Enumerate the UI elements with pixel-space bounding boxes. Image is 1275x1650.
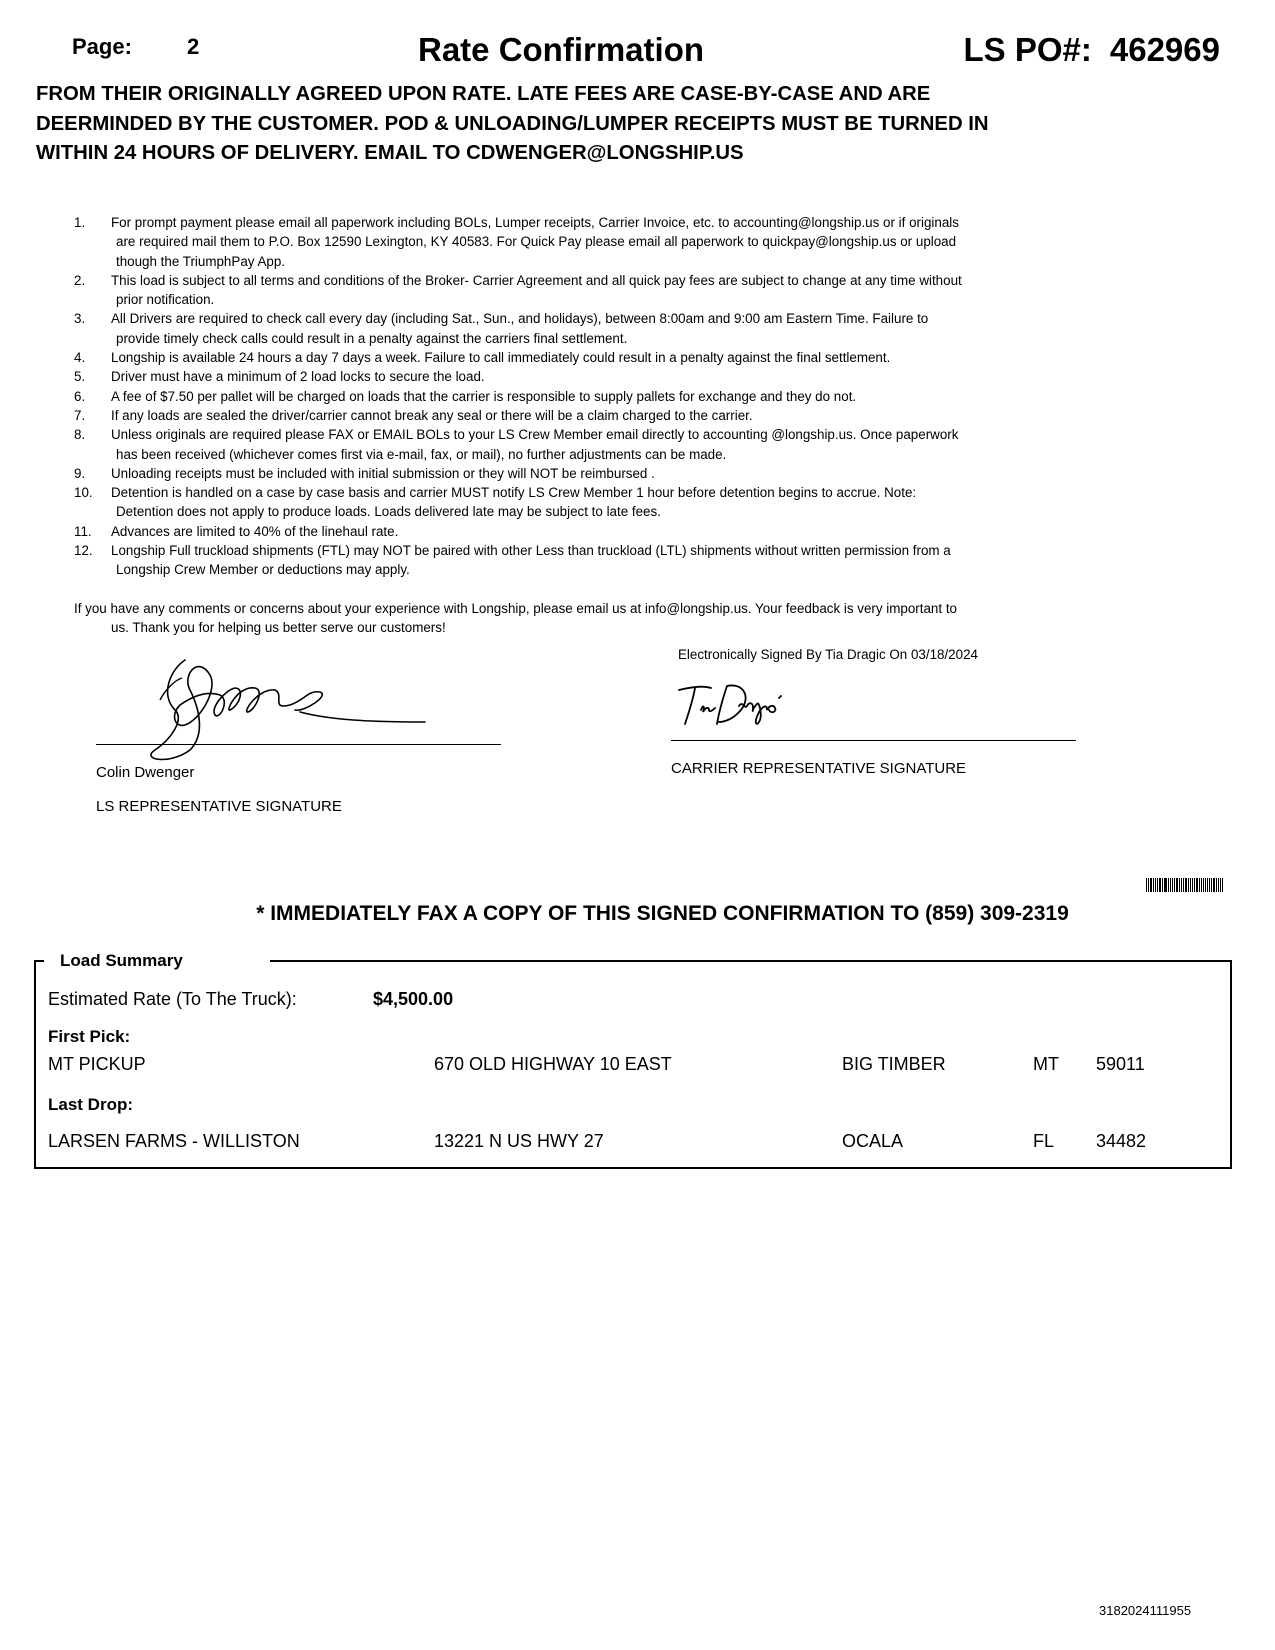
box-border-top — [34, 960, 44, 962]
last-drop-zip: 34482 — [1096, 1131, 1147, 1151]
term-item — [70, 348, 1080, 367]
term-number: 10. — [74, 485, 93, 501]
term-text-line: A fee of $7.50 per pallet will be charged on loads that the carrier is responsible to supply pallets for exchange and they do not. — [111, 388, 857, 404]
term-text-line: Detention does not apply to produce loads. Loads delivered late may be subject to late fees. — [116, 504, 661, 520]
last-drop-name: LARSEN FARMS - WILLISTON — [48, 1131, 300, 1151]
term-item — [70, 213, 1080, 271]
document-id: 3182024111955 — [1099, 1603, 1192, 1618]
term-item — [70, 387, 1080, 406]
carrier-signature-caption: CARRIER REPRESENTATIVE SIGNATURE — [671, 760, 967, 777]
term-number: 1. — [74, 215, 86, 230]
late-fee-warning — [36, 80, 1216, 169]
term-text-line: Unless originals are required please FAX or EMAIL BOLs to your LS Crew Member email directly to accounting @longship.us. Once paperwork — [111, 427, 959, 443]
feedback-line: If you have any comments or concerns about your experience with Longship, please email us at info@longship.us. Your feedback is very important to — [74, 601, 957, 616]
warning-line: WITHIN 24 HOURS OF DELIVERY. EMAIL TO CDWENGER@LONGSHIP.US — [36, 142, 744, 164]
term-item — [70, 483, 1080, 522]
last-drop-address: 13221 N US HWY 27 — [434, 1131, 604, 1151]
last-drop-label: Last Drop: — [48, 1095, 133, 1114]
term-text-line: prior notification. — [116, 292, 215, 308]
term-number: 11. — [74, 523, 92, 539]
first-pick-label: First Pick: — [48, 1027, 131, 1046]
last-drop-city: OCALA — [842, 1131, 904, 1151]
term-text-line: Unloading receipts must be included with initial submission or they will NOT be reimbursed . — [111, 465, 655, 481]
term-item — [70, 464, 1080, 483]
term-item — [70, 309, 1080, 348]
page-number: 2 — [187, 34, 200, 59]
po-number-block — [964, 31, 1220, 69]
ls-representative-name: Colin Dwenger — [96, 764, 195, 781]
term-text-line: If any loads are sealed the driver/carrier cannot break any seal or there will be a claim charged to the carrier. — [111, 407, 753, 423]
po-number: 462969 — [1109, 31, 1220, 68]
terms-list — [70, 213, 1080, 580]
term-text-line: Longship Crew Member or deductions may apply. — [116, 562, 410, 578]
term-item — [70, 522, 1080, 541]
term-text-line: provide timely check calls could result in a penalty against the carriers final settlement. — [116, 330, 628, 346]
term-text-line: This load is subject to all terms and conditions of the Broker- Carrier Agreement and all quick pay fees are subject to change at any time without — [111, 272, 962, 288]
ls-signature-caption: LS REPRESENTATIVE SIGNATURE — [96, 798, 342, 815]
carrier-signature-line — [671, 740, 1076, 741]
last-drop-state: FL — [1033, 1131, 1055, 1151]
page-label: Page: — [72, 34, 132, 59]
ls-signature-line — [96, 744, 501, 745]
term-item — [70, 271, 1080, 310]
term-item — [70, 541, 1080, 580]
term-number: 4. — [74, 350, 86, 366]
rate-label: Estimated Rate (To The Truck): — [48, 989, 297, 1009]
warning-line: FROM THEIR ORIGINALLY AGREED UPON RATE. LATE FEES ARE CASE-BY-CASE AND ARE — [36, 83, 931, 105]
term-number: 3. — [74, 311, 86, 327]
ls-handwritten-signature — [130, 650, 430, 765]
first-pick-state: MT — [1033, 1054, 1059, 1074]
electronic-signature-note: Electronically Signed By Tia Dragic On 03/18/2024 — [678, 647, 978, 662]
term-text-line: Driver must have a minimum of 2 load locks to secure the load. — [111, 369, 485, 385]
fax-notice: * IMMEDIATELY FAX A COPY OF THIS SIGNED CONFIRMATION TO (859) 309-2319 — [256, 902, 1069, 925]
carrier-handwritten-signature — [675, 680, 785, 728]
feedback-line: us. Thank you for helping us better serve our customers! — [111, 620, 446, 636]
term-number: 7. — [74, 407, 86, 423]
term-text-line: Longship Full truckload shipments (FTL) may NOT be paired with other Less than truckload (LTL) shipments without written permission from a — [111, 543, 951, 559]
first-pick-name: MT PICKUP — [48, 1054, 146, 1074]
first-pick-address: 670 OLD HIGHWAY 10 EAST — [434, 1054, 672, 1074]
term-text-line: For prompt payment please email all paperwork including BOLs, Lumper receipts, Carrier Invoice, etc. to accounting@longship.us or if originals — [111, 215, 959, 230]
first-pick-city: BIG TIMBER — [842, 1054, 946, 1074]
term-number: 8. — [74, 427, 86, 443]
term-number: 12. — [74, 543, 93, 559]
term-number: 5. — [74, 369, 86, 385]
term-number: 6. — [74, 388, 86, 404]
rate-value: $4,500.00 — [373, 989, 454, 1009]
po-label: LS PO#: — [963, 31, 1092, 68]
first-pick-zip: 59011 — [1096, 1054, 1145, 1074]
load-summary-heading: Load Summary — [56, 951, 187, 971]
term-text-line: Detention is handled on a case by case basis and carrier MUST notify LS Crew Member 1 hour before detention begins to accrue. Note: — [111, 485, 917, 501]
term-number: 2. — [74, 272, 86, 288]
term-number: 9. — [74, 465, 86, 481]
term-text-line: All Drivers are required to check call every day (including Sat., Sun., and holidays), between 8:00am and 9:00 am Eastern Time. Failure to — [111, 311, 929, 327]
barcode-image — [1146, 878, 1224, 892]
warning-line: DEERMINDED BY THE CUSTOMER. POD & UNLOADING/LUMPER RECEIPTS MUST BE TURNED IN — [36, 112, 989, 135]
term-text-line: are required mail them to P.O. Box 12590 Lexington, KY 40583. For Quick Pay please email all paperwork to quickpay@longship.us or upload — [116, 234, 957, 250]
term-text-line: Longship is available 24 hours a day 7 days a week. Failure to call immediately could result in a penalty against the final settlement. — [111, 350, 891, 366]
term-item — [70, 367, 1080, 386]
document-title: Rate Confirmation — [418, 31, 705, 68]
term-text-line: though the TriumphPay App. — [116, 253, 285, 269]
term-item — [70, 406, 1080, 425]
term-text-line: has been received (whichever comes first via e-mail, fax, or mail), no further adjustments can be made. — [116, 446, 727, 462]
term-item — [70, 425, 1080, 464]
feedback-note — [74, 599, 1094, 638]
box-border-top — [270, 960, 1232, 962]
term-text-line: Advances are limited to 40% of the linehaul rate. — [111, 523, 399, 539]
